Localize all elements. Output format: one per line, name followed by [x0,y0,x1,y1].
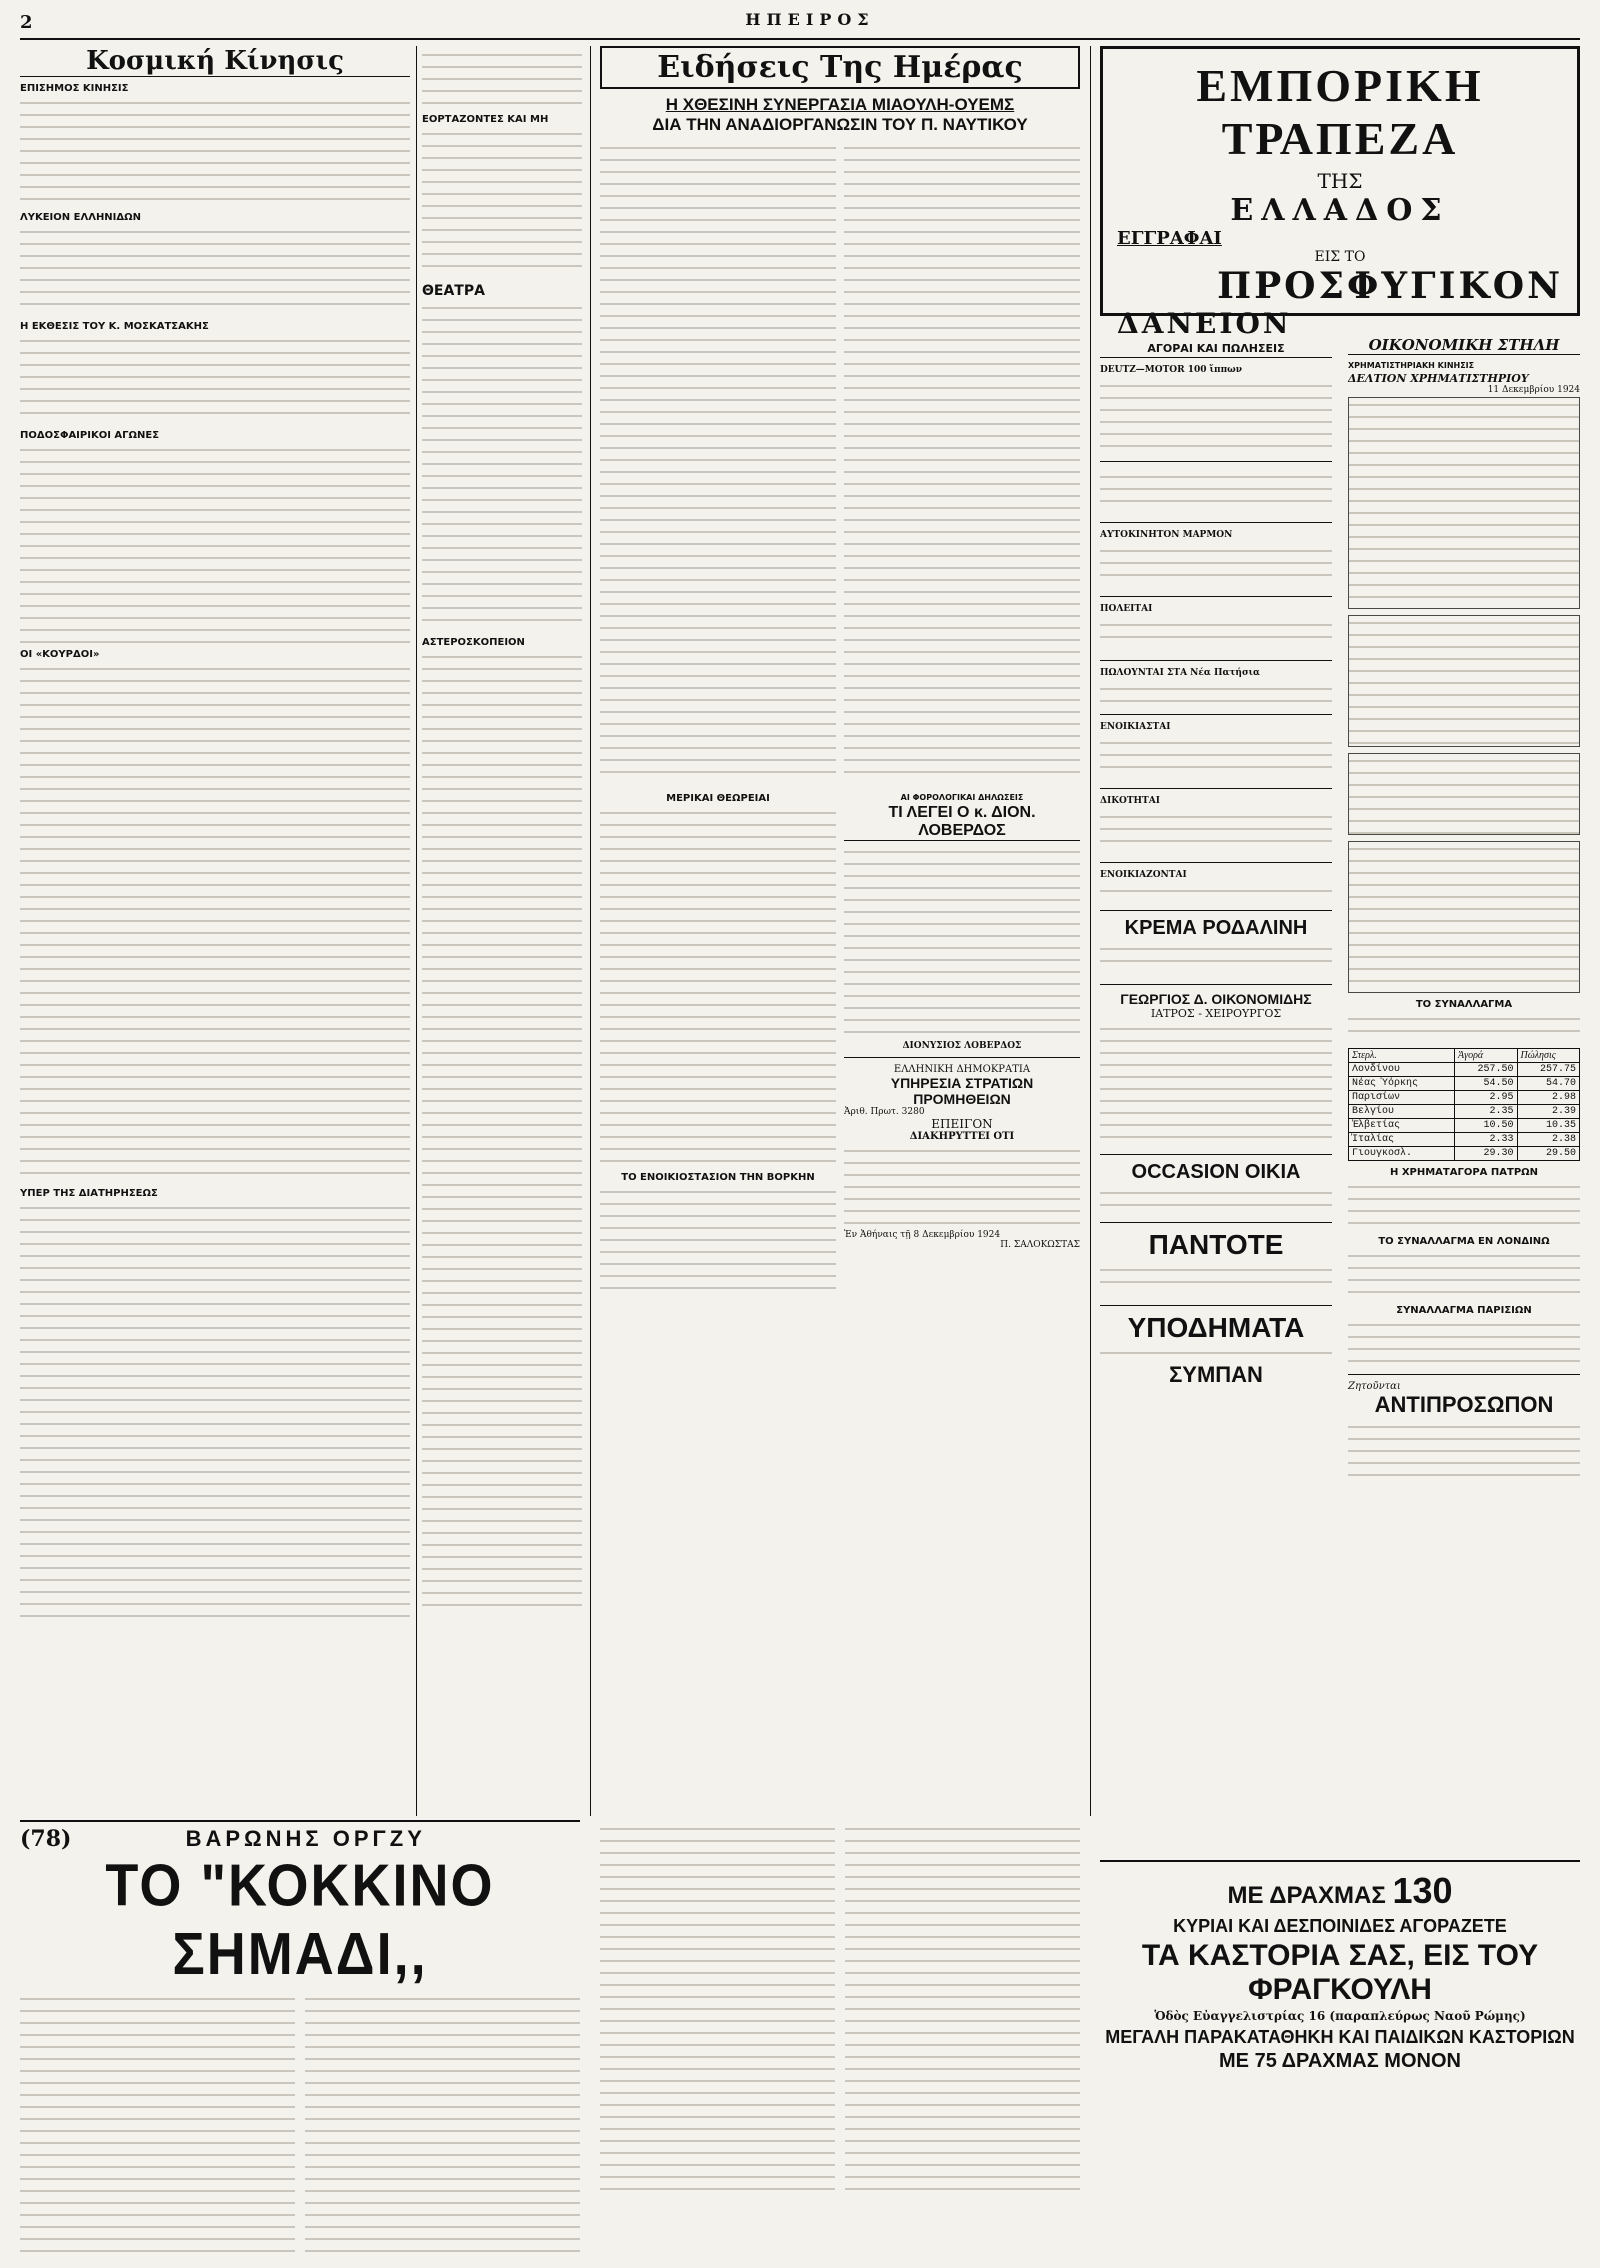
stock-table [1348,615,1580,747]
bank-ad-line: ΕΙΣ ΤΟ [1314,249,1366,265]
fx-header: Πώλησις [1517,1049,1579,1063]
ad-text: ΑΥΤΟΚΙΝΗΤΟΝ ΜΑΡΜΟΝ [1100,530,1233,540]
ad-text: ΕΝΟΙΚΙΑΣΤΑΙ [1100,722,1171,732]
ad-price: 130 [1392,1870,1453,1911]
column-rule [590,46,591,1816]
text-block [1100,1186,1332,1210]
subhead: ΑΣΤΕΡΟΣΚΟΠΕΙΟΝ [422,637,525,648]
fx-cell: 10.50 [1455,1119,1517,1133]
fx-cell: 54.50 [1455,1077,1517,1091]
text-block [20,1201,410,1621]
subhead: ΣΥΝΑΛΛΑΓΜΑ ΠΑΡΙΣΙΩΝ [1396,1305,1532,1316]
subhead: ΑΙ ΦΟΡΟΛΟΓΙΚΑΙ ΔΗΛΩΣΕΙΣ [900,793,1024,802]
text-block [1100,810,1332,850]
antiprosopon-ad: ΑΝΤΙΠΡΟΣΩΠΟΝ [1374,1392,1554,1417]
section-title: ΟΙΚΟΝΟΜΙΚΗ ΣΤΗΛΗ [1348,336,1580,355]
fx-cell: 257.50 [1455,1063,1517,1077]
text-block [600,1822,835,2192]
fx-row [1349,1091,1580,1105]
text-block [20,443,410,643]
ad-line: ΜΕΓΑΛΗ ΠΑΡΑΚΑΤΑΘΗΚΗ ΚΑΙ ΠΑΙΔΙΚΩΝ ΚΑΣΤΟΡΙΩΝ [1105,2027,1575,2047]
column-ads-finance [1100,46,1580,1846]
text-block [422,301,582,631]
fx-row [1349,1133,1580,1147]
text-block [20,334,410,424]
notice-protocol: Ἀριθ. Πρωτ. 3280 [844,1107,925,1117]
fx-cell: Λονδίνου [1349,1063,1455,1077]
text-block [1348,1318,1580,1368]
fx-row [1349,1119,1580,1133]
pantote-ad: ΠΑΝΤΟΤΕ [1148,1229,1284,1260]
ad-text: DEUTZ—MOTOR 100 ἵππων [1100,365,1242,375]
serial-continuation [600,1820,1080,2198]
ypodimata-ad: ΥΠΟΔΗΜΑΤΑ [1127,1312,1305,1343]
column-eidiseis [600,46,1080,1806]
fx-cell: 29.50 [1517,1147,1579,1161]
fx-row [1349,1063,1580,1077]
ad-text: ΕΝΟΙΚΙΑΖΟΝΤΑΙ [1100,870,1187,880]
symban-ad: ΣΥΜΠΑΝ [1169,1362,1263,1387]
notice-office: ΥΠΗΡΕΣΙΑ ΣΤΡΑΤΙΩΝ ΠΡΟΜΗΘΕΙΩΝ [890,1075,1034,1107]
interview-title: ΤΙ ΛΕΓΕΙ Ο κ. ΔΙΟΝ. ΛΟΒΕΡΔΟΣ [844,804,1080,841]
subhead: Η ΕΚΘΕΣΙΣ ΤΟΥ Κ. ΜΟΣΚΑΤΣΑΚΗΣ [20,321,209,332]
text-block [1100,379,1332,449]
page-header [20,10,1580,40]
fx-cell: 54.70 [1517,1077,1579,1091]
page-number: 2 [20,12,33,33]
ad-line: ΜΕ 75 ΔΡΑΧΜΑΣ ΜΟΝΟΝ [1219,2050,1461,2072]
subhead: ΜΕΡΙΚΑΙ ΘΕΩΡΕΙΑΙ [666,793,770,804]
subhead: ΧΡΗΜΑΤΙΣΤΗΡΙΑΚΗ ΚΙΝΗΣΙΣ [1348,361,1475,370]
fx-cell: 2.39 [1517,1105,1579,1119]
deltion-title: ΔΕΛΤΙΟΝ ΧΡΗΜΑΤΙΣΤΗΡΙΟΥ [1348,372,1529,385]
text-block [1100,470,1332,510]
text-block [600,806,836,1166]
text-block [600,1185,836,1295]
ad-text: ΠΩΛΟΥΝΤΑΙ ΣΤΑ Νέα Πατήσια [1100,668,1260,678]
signature: ΔΙΟΝΥΣΙΟΣ ΛΟΒΕΡΔΟΣ [902,1041,1022,1051]
occasion-ad: OCCASION ΟΙΚΙΑ [1131,1161,1301,1183]
fx-cell: Ἰταλίας [1349,1133,1455,1147]
serial-author: ΒΑΡΩΝΗΣ ΟΡΓΖΥ [185,1826,426,1851]
ads-column [1100,336,1332,1394]
section-title: Ειδήσεις Της Ημέρας [600,46,1080,89]
ad-line: Ὁδὸς Εὐαγγελιστρίας 16 (παραπλεύρως Ναοῦ Ρώμης) [1154,2009,1526,2023]
fx-row [1349,1147,1580,1161]
subhead: ΕΠΙΣΗΜΟΣ ΚΙΝΗΣΙΣ [20,83,129,94]
text-block [20,662,410,1182]
subhead: ΠΟΔΟΣΦΑΙΡΙΚΟΙ ΑΓΩΝΕΣ [20,430,160,441]
ad-line: ΤΑ ΚΑΣΤΟΡΙΑ ΣΑΣ, ΕΙΣ ΤΟΥ ΦΡΑΓΚΟΥΛΗ [1141,1939,1539,2006]
bank-ad-line: ΕΛΛΑΔΟΣ [1230,193,1450,228]
notice-signer: Π. ΣΑΛΟΚΩΣΤΑΣ [1000,1240,1080,1250]
subhead: ΛΥΚΕΙΟΝ ΕΛΛΗΝΙΔΩΝ [20,212,142,223]
serial-number: (78) [20,1826,72,1852]
subhead: ΤΟ ΣΥΝΑΛΛΑΓΜΑ [1415,999,1513,1010]
headline: Η ΧΘΕΣΙΝΗ ΣΥΝΕΡΓΑΣΙΑ ΜΙΑΟΥΛΗ-ΟΥΕΜΣ [665,95,1015,114]
fx-cell: 2.33 [1455,1133,1517,1147]
text-block [1100,1263,1332,1293]
column-eortazontes [422,46,582,1806]
text-block [20,96,410,206]
fx-cell: 10.35 [1517,1119,1579,1133]
fx-cell: Παρισίων [1349,1091,1455,1105]
stock-table [1348,397,1580,609]
text-block [1348,1180,1580,1230]
ads-title: ΑΓΟΡΑΙ ΚΑΙ ΠΩΛΗΣΕΙΣ [1147,342,1285,355]
text-block [20,1992,295,2262]
fx-cell: 2.38 [1517,1133,1579,1147]
text-block [845,1822,1080,2192]
text-block [1100,1022,1332,1142]
bank-ad-line: ΕΜΠΟΡΙΚΗ ΤΡΑΠΕΖΑ [1196,60,1484,164]
text-block [1348,1249,1580,1299]
text-block [600,141,836,781]
subhead: ΕΟΡΤΑΖΟΝΤΕΣ ΚΑΙ ΜΗ [422,114,549,125]
subhead: ΘΕΑΤΡΑ [422,283,485,299]
ad-text: ΠΟΛΕΙΤΑΙ [1100,604,1153,614]
ad-line: ΜΕ ΔΡΑΧΜΑΣ [1227,1882,1386,1909]
doctor-name: ΓΕΩΡΓΙΟΣ Δ. ΟΙΚΟΝΟΜΙΔΗΣ [1120,991,1312,1007]
bank-ad-line: ΕΓΓΡΑΦΑΙ [1117,228,1222,249]
ad-line: ΚΥΡΙΑΙ ΚΑΙ ΔΕΣΠΟΙΝΙΔΕΣ ΑΓΟΡΑΖΕΤΕ [1173,1916,1507,1936]
section-title: Κοσμική Κίνησις [20,46,410,77]
text-block [20,225,410,315]
text-block [422,650,582,1610]
subhead: ΥΠΕΡ ΤΗΣ ΔΙΑΤΗΡΗΣΕΩΣ [20,1188,158,1199]
doctor-title: ΙΑΤΡΟΣ - ΧΕΙΡΟΥΡΓΟΣ [1150,1007,1282,1020]
bank-ad-line: ΠΡΟΣΦΥΓΙΚΟΝ [1217,265,1563,307]
subhead: ΤΟ ΣΥΝΑΛΛΑΓΜΑ ΕΝ ΛΟΝΔΙΝΩ [1378,1236,1550,1247]
notice-body: ΔΙΑΚΗΡΥΤΤΕΙ ΟΤΙ [909,1131,1015,1142]
text-block [422,48,582,108]
newspaper-page [20,10,1580,2190]
serial-title: ΤΟ "ΚΟΚΚΙΝΟ ΣΗΜΑΔΙ,, [105,1852,495,1988]
text-block [1100,682,1332,702]
text-block [305,1992,580,2262]
fx-header: Ἀγορά [1455,1049,1517,1063]
fx-cell: Ἑλβετίας [1349,1119,1455,1133]
finance-column [1348,336,1580,1486]
text-block [1348,1420,1580,1480]
subhead: Η ΧΡΗΜΑΤΑΓΟΡΑ ΠΑΤΡΩΝ [1389,1167,1539,1178]
text-block [1100,618,1332,648]
bank-ad-line: ΤΗΣ [1317,169,1363,193]
fx-row [1349,1105,1580,1119]
text-block [844,141,1080,781]
fx-header: Στερλ. [1349,1049,1455,1063]
fx-table [1348,1048,1580,1161]
bank-ad [1100,46,1580,340]
text-block [844,1144,1080,1224]
column-kosmiki-kinisis [20,46,410,1806]
serial-novel [20,1820,580,2268]
fx-cell: 29.30 [1455,1147,1517,1161]
fx-cell: 2.98 [1517,1091,1579,1105]
notice-urgent: ΕΠΕΙΓΟΝ [931,1117,993,1131]
subhead: ΤΟ ΕΝΟΙΚΙΟΣΤΑΣΙΟΝ ΤΗΝ ΒΟΡΚΗΝ [621,1172,815,1183]
text-block [1348,1012,1580,1042]
text-block [1100,544,1332,584]
ad-text: ΔΙΚΟΤΗΤΑΙ [1100,796,1160,806]
fx-cell: 257.75 [1517,1063,1579,1077]
masthead: ΗΠΕΙΡΟΣ [745,10,875,29]
fx-cell: Γιουγκοσλ. [1349,1147,1455,1161]
text-block [1100,884,1332,898]
kastoria-ad [1100,1860,1580,2073]
stock-table [1348,753,1580,835]
fx-cell: 2.35 [1455,1105,1517,1119]
fx-cell: Νέας Ὑόρκης [1349,1077,1455,1091]
fx-row [1349,1077,1580,1091]
subhead: ΟΙ «ΚΟΥΡΔΟΙ» [20,649,100,660]
notice-date: Ἐν Ἀθήναις τῇ 8 Δεκεμβρίου 1924 [844,1230,1001,1240]
column-rule [416,46,417,1816]
headline: ΔΙΑ ΤΗΝ ΑΝΑΔΙΟΡΓΑΝΩΣΙΝ ΤΟΥ Π. ΝΑΥΤΙΚΟΥ [652,115,1028,134]
krema-ad: ΚΡΕΜΑ ΡΟΔΑΛΙΝΗ [1124,917,1308,939]
deltion-date: 11 Δεκεμβρίου 1924 [1487,385,1580,395]
notice-state: ΕΛΛΗΝΙΚΗ ΔΗΜΟΚΡΑΤΙΑ [893,1064,1031,1075]
text-block [1100,942,1332,972]
text-block [1100,736,1332,776]
fx-cell: 2.95 [1455,1091,1517,1105]
text-block [844,845,1080,1035]
text-block [1100,1346,1332,1356]
bank-ad-line: ΔΑΝΕΙΟΝ [1117,307,1292,340]
zitountai: Ζητοῦνται [1348,1381,1401,1392]
stock-table [1348,841,1580,993]
fx-cell: Βελγίου [1349,1105,1455,1119]
text-block [422,127,582,277]
column-rule [1090,46,1091,1816]
